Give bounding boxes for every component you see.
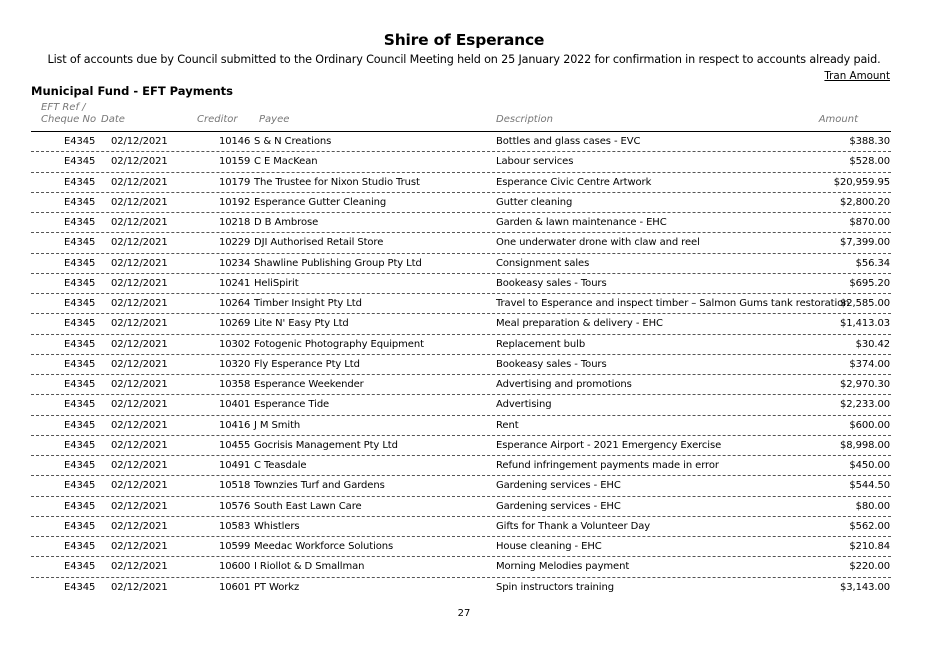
table-row <box>31 274 891 294</box>
header-ref-line1: EFT Ref / <box>41 102 86 113</box>
table-row <box>31 173 891 193</box>
table-row <box>31 456 891 476</box>
cell-ref: E4345 <box>64 318 96 330</box>
cell-ref: E4345 <box>64 257 96 269</box>
table-row <box>31 578 891 597</box>
table-row <box>31 335 891 355</box>
cell-payee: C E MacKean <box>254 156 318 168</box>
cell-creditor: 10241 <box>219 277 251 289</box>
table-row <box>31 193 891 213</box>
payments-table-body <box>31 132 891 597</box>
cell-ref: E4345 <box>64 460 96 471</box>
header-ref <box>41 102 96 126</box>
cell-date: 02/12/2021 <box>111 500 168 512</box>
table-row <box>31 517 891 537</box>
cell-description: Travel to Esperance and inspect timber – Salmon Gums tank restoration <box>496 298 850 309</box>
cell-description: Meal preparation & delivery - EHC <box>496 318 663 330</box>
cell-date: 02/12/2021 <box>111 156 168 168</box>
table-row <box>31 497 891 517</box>
cell-creditor: 10269 <box>219 318 251 330</box>
cell-creditor: 10491 <box>219 460 251 471</box>
cell-payee: Fotogenic Photography Equipment <box>254 338 424 350</box>
cell-ref: E4345 <box>64 237 96 249</box>
cell-date: 02/12/2021 <box>111 318 168 330</box>
page-title: Shire of Esperance <box>383 31 545 49</box>
header-date: Date <box>101 114 125 125</box>
cell-creditor: 10401 <box>219 399 251 411</box>
cell-description: Replacement bulb <box>496 338 586 350</box>
table-row <box>31 213 891 233</box>
table-row <box>31 436 891 456</box>
cell-payee: S & N Creations <box>254 136 332 147</box>
cell-description: Spin instructors training <box>496 581 614 593</box>
cell-creditor: 10576 <box>219 500 251 512</box>
cell-description: Esperance Civic Centre Artwork <box>496 176 652 188</box>
cell-creditor: 10146 <box>219 136 251 147</box>
cell-creditor: 10583 <box>219 520 251 532</box>
table-row <box>31 152 891 172</box>
cell-date: 02/12/2021 <box>111 298 168 309</box>
cell-creditor: 10600 <box>219 561 251 573</box>
header-description: Description <box>496 114 553 125</box>
cell-description: Bottles and glass cases - EVC <box>496 136 641 147</box>
cell-creditor: 10159 <box>219 156 251 168</box>
cell-amount: $2,585.00 <box>840 298 890 309</box>
tran-amount-label: Tran Amount <box>824 70 890 82</box>
cell-amount: $450.00 <box>849 460 890 471</box>
cell-date: 02/12/2021 <box>111 561 168 573</box>
cell-date: 02/12/2021 <box>111 541 168 552</box>
page-subtitle: List of accounts due by Council submitted to the Ordinary Council Meeting held on 25 January 2022 for confirmation in respect to accounts already paid. <box>47 53 881 66</box>
cell-description: Gifts for Thank a Volunteer Day <box>496 520 651 532</box>
cell-amount: $600.00 <box>849 419 890 431</box>
table-row <box>31 557 891 577</box>
cell-creditor: 10229 <box>219 237 251 249</box>
cell-creditor: 10192 <box>219 196 251 208</box>
cell-ref: E4345 <box>64 338 96 350</box>
cell-date: 02/12/2021 <box>111 237 168 249</box>
cell-amount: $528.00 <box>849 156 890 168</box>
table-header <box>31 100 891 132</box>
cell-amount: $544.50 <box>849 480 890 492</box>
cell-ref: E4345 <box>64 156 96 168</box>
cell-payee: Esperance Weekender <box>254 379 364 390</box>
cell-ref: E4345 <box>64 176 96 188</box>
cell-payee: I Riollot & D Smallman <box>254 561 365 573</box>
cell-ref: E4345 <box>64 500 96 512</box>
cell-payee: Whistlers <box>254 520 300 532</box>
cell-payee: DJI Authorised Retail Store <box>254 237 384 249</box>
cell-creditor: 10320 <box>219 358 251 370</box>
cell-date: 02/12/2021 <box>111 460 168 471</box>
cell-description: Garden & lawn maintenance - EHC <box>496 217 667 228</box>
page-number: 27 <box>457 608 471 619</box>
cell-amount: $3,143.00 <box>840 581 890 593</box>
cell-ref: E4345 <box>64 581 96 593</box>
cell-date: 02/12/2021 <box>111 136 168 147</box>
cell-ref: E4345 <box>64 520 96 532</box>
cell-payee: Esperance Tide <box>254 399 330 411</box>
cell-ref: E4345 <box>64 480 96 492</box>
cell-date: 02/12/2021 <box>111 379 168 390</box>
cell-description: Refund infringement payments made in error <box>496 460 719 471</box>
cell-description: Rent <box>496 419 519 431</box>
cell-amount: $695.20 <box>849 277 890 289</box>
header-ref-line2: Cheque No <box>41 114 97 125</box>
cell-amount: $2,233.00 <box>840 399 890 411</box>
cell-description: One underwater drone with claw and reel <box>496 237 700 249</box>
cell-payee: Timber Insight Pty Ltd <box>254 298 362 309</box>
cell-amount: $30.42 <box>855 338 890 350</box>
cell-ref: E4345 <box>64 277 96 289</box>
cell-creditor: 10264 <box>219 298 251 309</box>
cell-ref: E4345 <box>64 379 96 390</box>
header-amount: Amount <box>818 114 858 125</box>
cell-payee: D B Ambrose <box>254 217 319 228</box>
cell-creditor: 10518 <box>219 480 251 492</box>
cell-payee: Esperance Gutter Cleaning <box>254 196 387 208</box>
cell-date: 02/12/2021 <box>111 176 168 188</box>
cell-payee: J M Smith <box>254 419 301 431</box>
cell-date: 02/12/2021 <box>111 520 168 532</box>
cell-amount: $56.34 <box>855 257 890 269</box>
cell-description: Morning Melodies payment <box>496 561 630 573</box>
cell-description: Gardening services - EHC <box>496 500 621 512</box>
cell-payee: HeliSpirit <box>254 277 299 289</box>
table-row <box>31 254 891 274</box>
cell-amount: $2,970.30 <box>840 379 890 390</box>
cell-date: 02/12/2021 <box>111 277 168 289</box>
cell-description: Bookeasy sales - Tours <box>496 277 607 289</box>
cell-date: 02/12/2021 <box>111 439 168 451</box>
cell-ref: E4345 <box>64 358 96 370</box>
cell-description: House cleaning - EHC <box>496 541 602 552</box>
cell-description: Gutter cleaning <box>496 196 573 208</box>
cell-payee: Meedac Workforce Solutions <box>254 541 394 552</box>
cell-amount: $80.00 <box>855 500 890 512</box>
cell-payee: Fly Esperance Pty Ltd <box>254 358 360 370</box>
cell-ref: E4345 <box>64 439 96 451</box>
section-title: Municipal Fund - EFT Payments <box>31 84 234 98</box>
table-row <box>31 375 891 395</box>
cell-payee: Shawline Publishing Group Pty Ltd <box>254 257 422 269</box>
table-row <box>31 537 891 557</box>
cell-ref: E4345 <box>64 136 96 147</box>
cell-date: 02/12/2021 <box>111 217 168 228</box>
cell-amount: $870.00 <box>849 217 890 228</box>
cell-ref: E4345 <box>64 399 96 411</box>
cell-date: 02/12/2021 <box>111 581 168 593</box>
cell-payee: Lite N' Easy Pty Ltd <box>254 318 349 330</box>
cell-creditor: 10179 <box>219 176 251 188</box>
cell-creditor: 10455 <box>219 439 251 451</box>
cell-creditor: 10416 <box>219 419 251 431</box>
cell-date: 02/12/2021 <box>111 338 168 350</box>
cell-payee: Townzies Turf and Gardens <box>254 480 385 492</box>
cell-ref: E4345 <box>64 561 96 573</box>
table-row <box>31 233 891 253</box>
cell-amount: $7,399.00 <box>840 237 890 249</box>
cell-amount: $1,413.03 <box>840 318 890 330</box>
cell-amount: $388.30 <box>849 136 890 147</box>
cell-amount: $374.00 <box>849 358 890 370</box>
cell-payee: PT Workz <box>254 581 300 593</box>
cell-date: 02/12/2021 <box>111 419 168 431</box>
cell-amount: $20,959.95 <box>833 176 890 188</box>
cell-ref: E4345 <box>64 217 96 228</box>
cell-payee: C Teasdale <box>254 460 307 471</box>
cell-payee: South East Lawn Care <box>254 500 362 512</box>
cell-description: Advertising <box>496 399 552 411</box>
cell-description: Esperance Airport - 2021 Emergency Exercise <box>496 439 722 451</box>
cell-ref: E4345 <box>64 196 96 208</box>
cell-amount: $2,800.20 <box>840 196 890 208</box>
cell-amount: $562.00 <box>849 520 890 532</box>
cell-description: Labour services <box>496 156 574 168</box>
cell-description: Gardening services - EHC <box>496 480 621 492</box>
table-row <box>31 416 891 436</box>
cell-date: 02/12/2021 <box>111 480 168 492</box>
header-payee: Payee <box>259 114 290 125</box>
cell-description: Advertising and promotions <box>496 379 632 390</box>
table-row <box>31 355 891 375</box>
cell-creditor: 10234 <box>219 257 251 269</box>
cell-payee: Gocrisis Management Pty Ltd <box>254 439 398 451</box>
cell-creditor: 10601 <box>219 581 251 593</box>
table-row <box>31 476 891 496</box>
cell-date: 02/12/2021 <box>111 196 168 208</box>
cell-ref: E4345 <box>64 419 96 431</box>
cell-description: Bookeasy sales - Tours <box>496 358 607 370</box>
cell-creditor: 10358 <box>219 379 251 390</box>
cell-creditor: 10302 <box>219 338 251 350</box>
cell-amount: $210.84 <box>849 541 890 552</box>
cell-date: 02/12/2021 <box>111 257 168 269</box>
cell-date: 02/12/2021 <box>111 399 168 411</box>
cell-ref: E4345 <box>64 541 96 552</box>
cell-payee: The Trustee for Nixon Studio Trust <box>254 176 420 188</box>
cell-amount: $8,998.00 <box>840 439 890 451</box>
table-row <box>31 294 891 314</box>
header-creditor: Creditor <box>197 114 238 125</box>
table-row <box>31 395 891 415</box>
cell-ref: E4345 <box>64 298 96 309</box>
cell-amount: $220.00 <box>849 561 890 573</box>
cell-description: Consignment sales <box>496 257 590 269</box>
table-row <box>31 314 891 334</box>
table-row <box>31 132 891 152</box>
cell-date: 02/12/2021 <box>111 358 168 370</box>
cell-creditor: 10599 <box>219 541 251 552</box>
cell-creditor: 10218 <box>219 217 251 228</box>
